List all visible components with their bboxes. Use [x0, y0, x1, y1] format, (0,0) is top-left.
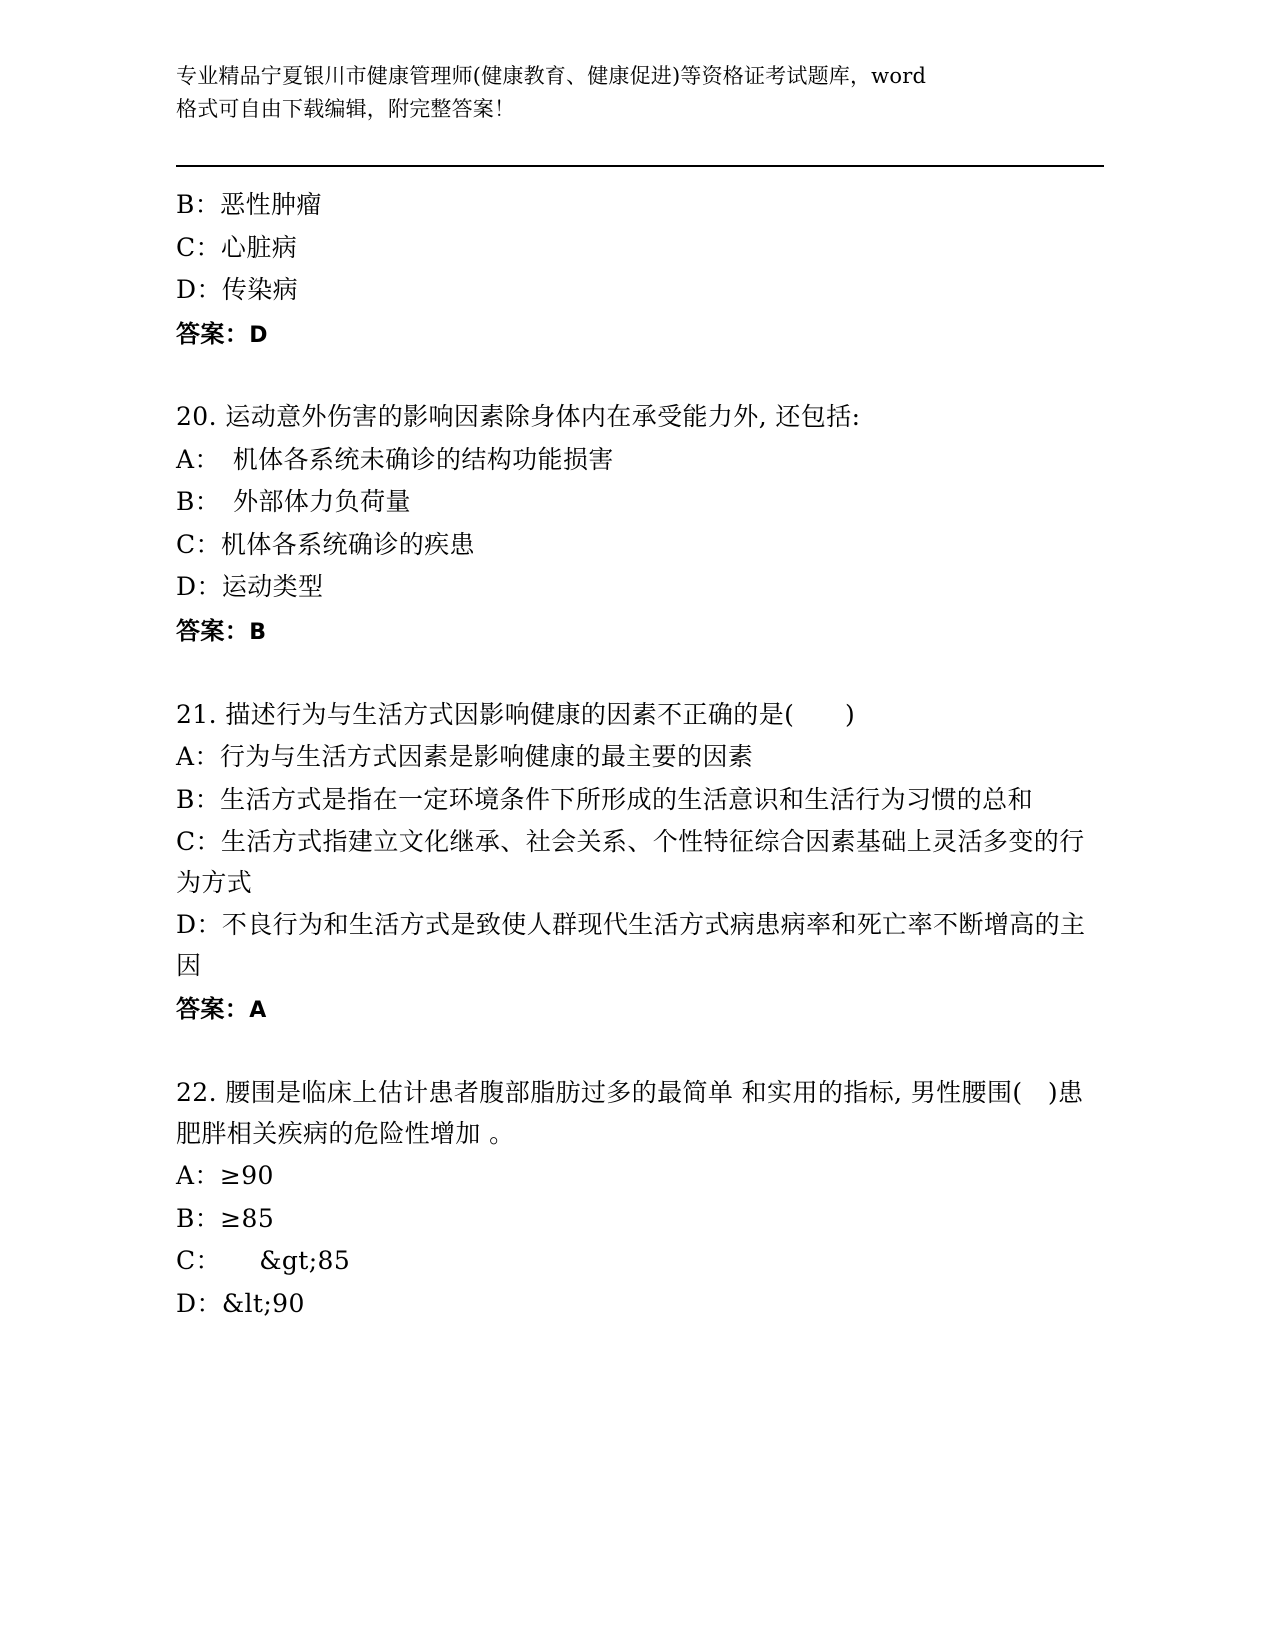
option-line: C： &gt;85: [176, 1246, 351, 1276]
header-divider: [176, 165, 1104, 167]
question-stem: 20. 运动意外伤害的影响因素除身体内在承受能力外, 还包括:: [176, 402, 861, 432]
option-line: C：生活方式指建立文化继承、社会关系、个性特征综合因素基础上灵活多变的行为方式: [176, 827, 1085, 897]
option-line: A：行为与生活方式因素是影响健康的最主要的因素: [176, 742, 754, 772]
document-body: [176, 185, 1104, 1324]
question-stem: 21. 描述行为与生活方式因影响健康的因素不正确的是( ): [176, 699, 856, 729]
page-header: [176, 0, 1104, 125]
answer-line: [176, 990, 1104, 1029]
spacer: [176, 353, 1104, 397]
option-line: D：不良行为和生活方式是致使人群现代生活方式病患病率和死亡率不断增高的主因: [176, 910, 1086, 980]
option-line: B：生活方式是指在一定环境条件下所形成的生活意识和生活行为习惯的总和: [176, 784, 1033, 814]
option-line: C：机体各系统确诊的疾患: [176, 529, 475, 559]
option-line: B： 外部体力负荷量: [176, 487, 411, 517]
spacer: [176, 1029, 1104, 1073]
option-line: A： 机体各系统未确诊的结构功能损害: [176, 444, 614, 474]
answer-line: [176, 315, 1104, 354]
question-21: [176, 695, 1104, 1029]
answer-label: 答案：: [176, 994, 250, 1024]
option-line: C：心脏病: [176, 232, 298, 262]
question-20: [176, 397, 1104, 650]
option-line: A：≥90: [176, 1161, 274, 1191]
answer-label: 答案：: [176, 615, 250, 645]
question-stem: 22. 腰围是临床上估计患者腹部脂肪过多的最简单 和实用的指标, 男性腰围( )患肥胖相关疾病的危险性增加 。: [176, 1078, 1084, 1148]
option-line: D：&lt;90: [176, 1288, 305, 1318]
page-content: [176, 0, 1104, 1326]
header-line-1: 专业精品宁夏银川市健康管理师(健康教育、健康促进)等资格证考试题库，word: [176, 64, 927, 88]
spacer: [176, 651, 1104, 695]
option-line: D：运动类型: [176, 572, 324, 602]
answer-label: 答案：: [176, 318, 250, 348]
option-line: B：≥85: [176, 1203, 275, 1233]
continued-question-block: [176, 185, 1104, 353]
answer-line: [176, 612, 1104, 651]
option-line: D：传染病: [176, 275, 299, 305]
answer-value: D: [249, 322, 268, 348]
header-line-2: 格式可自由下载编辑，附完整答案！: [176, 96, 516, 121]
answer-value: B: [249, 619, 267, 645]
question-22: [176, 1073, 1104, 1324]
option-line: B：恶性肿瘤: [176, 190, 322, 220]
answer-value: A: [249, 998, 267, 1024]
